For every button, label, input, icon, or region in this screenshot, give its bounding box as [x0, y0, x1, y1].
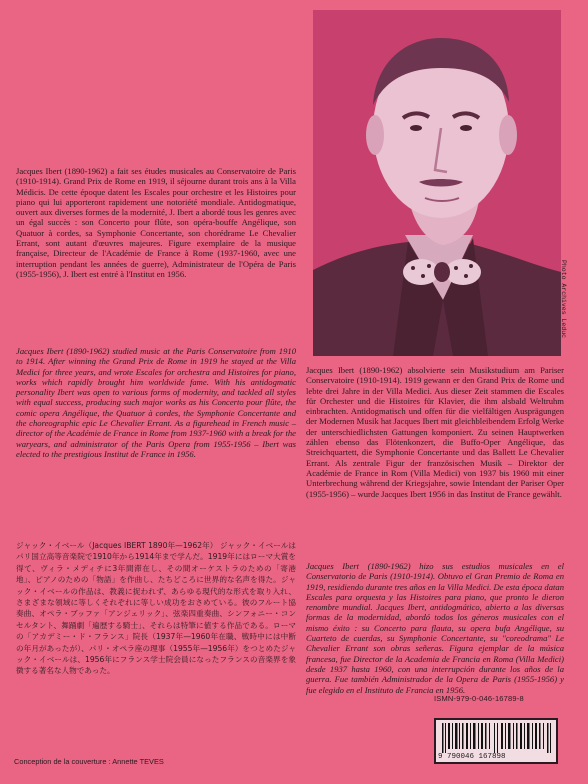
japanese-paragraph: ジャック・イベール（Jacques IBERT 1890年—1962年） ジャック・イベールはパリ国立高等音楽院で1910年から1914年まで学んだ。1919年にはローマ大賞を得て、ヴィラ・メディチに3年間滞在し、その間オーケストラのための「寄港地」、ピアノのための「物語」を作曲し、たちどころに世界的な名声を得た。ジャック・イベールの作品は、教義に捉われず、あらゆる現代的な形式を取り入れ、さまざまな領域に等しくそれぞれに等しい成功をおさめている。彼のフルート協奏曲、オペラ・ブッファ「アンジェリック」、弦楽四重奏曲、シンフォニー・コンセルタント、舞踊劇「遍歴する騎士」、それらは特筆に値する作品である。ローマの「アカデミー・ド・フランス」院長（1937年—1960年在職、戦時中には中断の年月があったが）、パリ・オペラ座の理事（1955年—1956年）をつとめたジャック・イベールは、1956年にフランス学士院会員になったフランスの音楽界を象徴する著名な人物であった。	[16, 541, 296, 676]
french-paragraph: Jacques Ibert (1890-1962) a fait ses études musicales au Conservatoire de Paris (1910-1914). Grand Prix de Rome en 1919, il séjourne durant trois ans à la Villa Médicis. De cette époque datent les Escales pour orchestre et les Histoires pour piano qui lui apporteront rapidement une notoriété mondiale. Antidogmatique, ouvert aux diverses formes de la modernité, J. Ibert a abordé tous les genres avec un égal succès : son Concerto pour flûte, son opéra-bouffe Angélique, son Quatuor à cordes, sa Symphonie Concertante, son chorédrame Le Chevalier Errant, sont autant d'œuvres majeures. Figure exemplaire de la musique française, Directeur de l'Académie de France à Rome (1937-1960, avec une interruption pendant les années de guerre), Administrateur de l'Opéra de Paris (1955-1956), J. Ibert est entré à l'Institut en 1956.	[16, 166, 296, 279]
photo-credit: Photo Archives Leduc	[560, 260, 567, 339]
barcode-number: 9 790046 167898	[438, 753, 506, 761]
english-paragraph: Jacques Ibert (1890-1962) studied music at the Paris Conservatoire from 1910 to 1914. After winning the Grand Prix de Rome in 1919 he stayed at the Villa Medici for three years, and wrote Escales for orchestra and Histoires for piano, works which rapidly brought him worldwide fame. With his antidogmatic personality Ibert was open to various forms of modernity, and tackled all styles with equal success, producing such major works as his Concerto pour flûte, the comic opera Angélique, the Quatuor à cordes, the Symphonie Concertante and the choreographic epic Le Chevalier Errant. As a figurehead in French music – director of the Académie de France in Rome from 1937-1960 with a break for the waryears, and administrator of the Paris Opera from 1955-1956 – Ibert was elected to the prestigious Institut de France in 1956.	[16, 346, 296, 459]
ismn-number: ISMN-979-0-046-16789-8	[434, 694, 524, 703]
cover-design-credit: Conception de la couverture : Annette TEVES	[14, 757, 164, 766]
spanish-paragraph: Jacques Ibert (1890-1962) hizo sus estudios musicales en el Conservatorio de Paris (1910-1914). Obtuvo el Gran Premio de Roma en 1919, residiendo durante tres años en la Villa Medici. De esta época datan Escales para orquesta y las Histoires para piano, que pronto le dieron renombre mundial. Jacques Ibert, antidogmático, abierto a las diversas formas de la modernidad, abordó todos los géneros musicales con el mismo éxito : su Concerto para flauta, su opera bufa Angélique, su Cuarteto de cuerdas, su Symphonie Concertante, su "coreodrama" Le Chevalier Errant son obras señeras. Figura ejemplar de la música francesa, fue Director de la Academia de Francia en Roma (Villa Medici) desde 1937 hasta 1960, con una interrupción durante los años de la guerra. Fue también Administrador de la Opera de Paris (1955-1956) y fue elegido en el Instituto de Francia en 1956.	[306, 561, 564, 695]
portrait-photo	[313, 10, 561, 356]
german-paragraph: Jacques Ibert (1890-1962) absolvierte sein Musikstudium am Pariser Conservatoire (1910-1914). 1919 gewann er den Grand Prix de Rome und lebte drei Jahre in der Villa Medici. Aus dieser Zeit stammen die Escales für Orchester und die Histoires für Klavier, die ihm alsbald Weltruhm einbrachten. Antidogmatisch und offen für die vielfältigen Ausprägungen der Modernen Musik hat Jacques Ibert mit gleichbleibendem Erfolg Werke der unterschiedlichsten Gattungen komponiert. Zu seinen Hauptwerken zählen ebenso das Flötenkonzert, die Buffo-Oper Angélique, das Streichquartett, die Symphonie Concertante und das Ballett Le Chevalier Errant. Als zentrale Figur der französischen Musik – Direktor der Académie de France in Rom (Villa Medici) von 1937 bis 1960 mit einer Unterbrechung während der Kriegsjahre, sowie Intendant der Pariser Oper (1955-1956) – wurde Jacques Ibert 1956 in das Institut de France gewählt.	[306, 365, 564, 499]
